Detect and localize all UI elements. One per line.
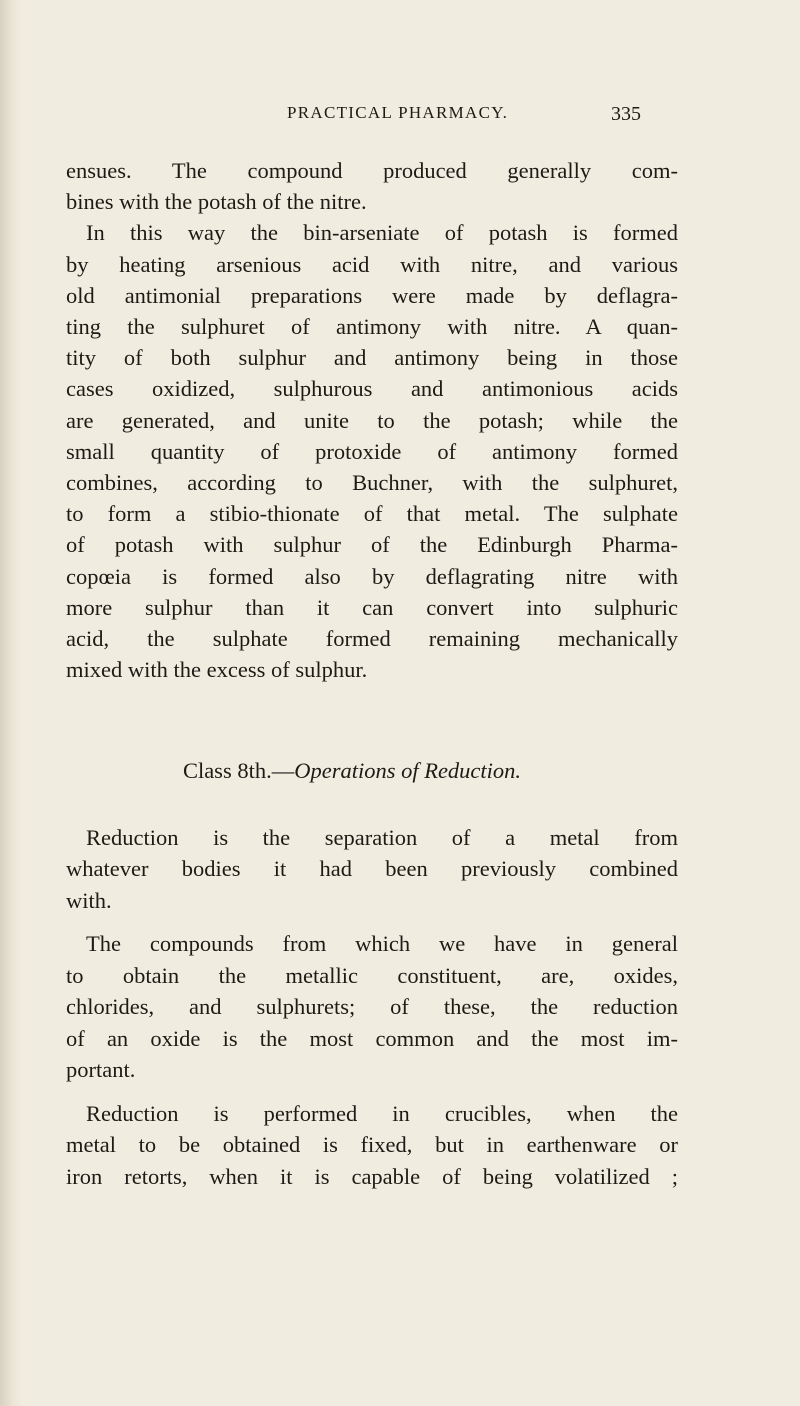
text-line: small quantity of protoxide of antimony formed bbox=[66, 438, 678, 464]
paragraph-1 bbox=[66, 155, 678, 217]
text-line: tity of both sulphur and antimony being in those bbox=[66, 345, 678, 371]
paragraph-5 bbox=[66, 1098, 678, 1193]
text-line: chlorides, and sulphurets; of these, the reduction bbox=[66, 994, 678, 1020]
section-heading-prefix: Class 8th.— bbox=[182, 758, 295, 784]
page-body bbox=[66, 155, 678, 1192]
text-line: iron retorts, when it is capable of being volatilized ; bbox=[66, 1163, 678, 1189]
text-line: ting the sulphuret of antimony with nitre. A quan- bbox=[66, 314, 678, 340]
text-line: copœia is formed also by deflagrating nitre with bbox=[66, 563, 678, 589]
text-line: cases oxidized, sulphurous and antimonious acids bbox=[66, 376, 678, 402]
text-line: mixed with the excess of sulphur. bbox=[66, 657, 368, 683]
text-line: old antimonial preparations were made by deflagra- bbox=[66, 282, 678, 308]
text-line: to obtain the metallic constituent, are, oxides, bbox=[66, 962, 678, 988]
page-number: 335 bbox=[611, 103, 641, 125]
text-line: portant. bbox=[66, 1057, 136, 1083]
running-head: PRACTICAL PHARMACY. bbox=[287, 103, 509, 122]
text-line: more sulphur than it can convert into sulphuric bbox=[66, 594, 678, 620]
text-line: of an oxide is the most common and the most im- bbox=[66, 1025, 678, 1051]
section-heading bbox=[66, 755, 678, 786]
text-line: ensues. The compound produced generally com- bbox=[66, 158, 678, 183]
paragraph-4 bbox=[66, 928, 678, 1086]
text-line: whatever bodies it had been previously combined bbox=[66, 856, 678, 882]
text-line: Reduction is performed in crucibles, when the bbox=[86, 1100, 678, 1126]
text-line: of potash with sulphur of the Edinburgh Pharma- bbox=[66, 532, 678, 558]
text-line: with. bbox=[66, 887, 112, 913]
text-line: The compounds from which we have in general bbox=[86, 931, 678, 957]
paragraph-2 bbox=[66, 217, 678, 685]
text-line: are generated, and unite to the potash; while the bbox=[66, 407, 678, 433]
page-header bbox=[0, 103, 800, 133]
section-heading-title: Operations of Reduction. bbox=[294, 758, 522, 784]
text-line: acid, the sulphate formed remaining mechanically bbox=[66, 626, 678, 652]
text-line: to form a stibio-thionate of that metal. The sulphate bbox=[66, 501, 678, 527]
page-gutter-shadow bbox=[0, 0, 22, 1406]
paragraph-3 bbox=[66, 822, 678, 917]
reduction-section bbox=[66, 822, 678, 1193]
text-line: In this way the bin-arseniate of potash is formed bbox=[86, 220, 678, 246]
text-line: combines, according to Buchner, with the sulphuret, bbox=[66, 470, 678, 496]
text-line: metal to be obtained is fixed, but in earthenware or bbox=[66, 1132, 678, 1158]
text-line: Reduction is the separation of a metal from bbox=[86, 824, 678, 850]
text-line: by heating arsenious acid with nitre, and various bbox=[66, 251, 678, 277]
text-line: bines with the potash of the nitre. bbox=[66, 189, 367, 215]
